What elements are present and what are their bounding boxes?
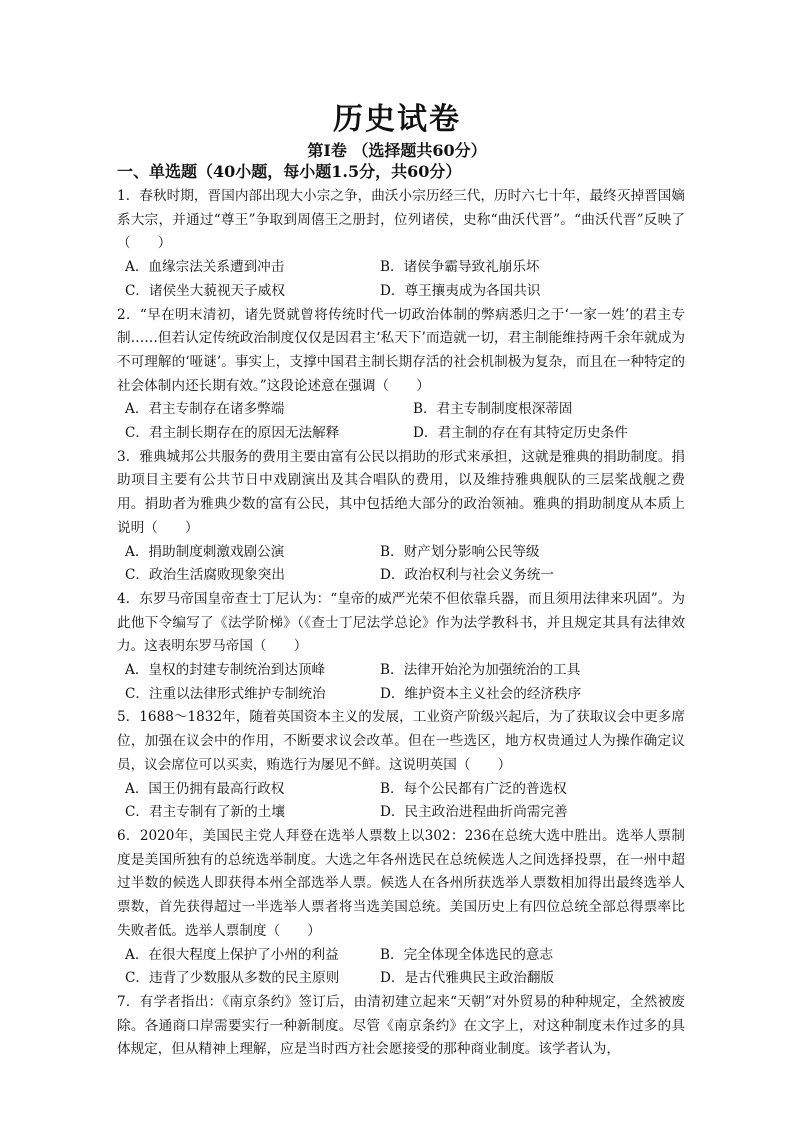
question-stem: 3．雅典城邦公共服务的费用主要由富有公民以捐助的形式来承担，这就是雅典的捐助制度。捐助项目主要有公共节日中戏剧演出及其合唱队的费用，以及维持雅典舰队的三层桨战舰之费用。捐助者为雅典少数的富有公民，其中包括绝大部分的政治领袖。雅典的捐助制度从本质上说明（ ）: [117, 448, 685, 536]
option-c: C．君主制长期存在的原因无法解释: [125, 425, 340, 442]
question-stem: 6．2020年，美国民主党人拜登在选举人票数上以302：236在总统大选中胜出。选举人票制度是美国所独有的总统选举制度。大选之年各州选民在总统候选人之间选择投票，在一州中超过半数的候选人即获得本州全部选举人票。候选人在各州所获选举人票数相加得出最终选举人票数，首先获得超过一半选举人票者将当选美国总统。美国历史上有四位总统全部总得票率比失败者低。选举人票制度（ ）: [117, 827, 685, 939]
question-stem: 1．春秋时期，晋国内部出现大小宗之争，曲沃小宗历经三代，历时六七十年，最终灭掉晋国嫡系大宗，并通过“尊王”争取到周僖王之册封，位列诸侯，史称“曲沃代晋”。“曲沃代晋”反映了（ ）: [117, 188, 685, 252]
question-list: [117, 185, 685, 1062]
question-stem: 4．东罗马帝国皇帝查士丁尼认为：“皇帝的威严光荣不但依靠兵器，而且须用法律来巩固”。为此他下令编写了《法学阶梯》（《查士丁尼法学总论》作为法学教科书，并且规定其具有法律效力。这表明东罗马帝国（ ）: [117, 590, 685, 655]
option-d: D．尊王攘夷成为各国共识: [380, 282, 541, 299]
paper-subtitle: 第Ⅰ卷 （选择题共60分）: [307, 141, 487, 160]
option-grid: [117, 398, 685, 445]
option-d: D．是古代雅典民主政治翻版: [380, 970, 555, 987]
question-4: [117, 588, 685, 707]
option-d: D．政治权利与社会义务统一: [380, 567, 555, 584]
question-1: [117, 185, 685, 304]
option-d: D．民主政治进程曲折尚需完善: [380, 804, 568, 821]
option-b: B．完全体现全体选民的意志: [380, 946, 554, 963]
question-stem: 5．1688～1832年，随着英国资本主义的发展，工业资产阶级兴起后，为了获取议会中更多席位，加强在议会中的作用，不断要求议会改革。但在一些选区，地方权贵通过人为操作确定议员，议会席位可以买卖，贿选行为屡见不鲜。这说明英国（ ）: [117, 709, 685, 773]
option-grid: [117, 541, 685, 588]
option-c: C．君主专制有了新的土壤: [125, 804, 285, 821]
option-d: D．君主制的存在有其特定历史条件: [413, 425, 628, 442]
question-5: [117, 706, 685, 825]
option-a: A．国王仍拥有最高行政权: [125, 780, 285, 797]
option-c: C．政治生活腐败现象突出: [125, 567, 285, 584]
option-c: C．注重以法律形式维护专制统治: [125, 685, 326, 702]
option-b: B．君主专制制度根深蒂固: [413, 401, 573, 418]
option-grid: [117, 659, 685, 706]
option-grid: [117, 256, 685, 303]
question-3: [117, 446, 685, 588]
option-b: B．每个公民都有广泛的普选权: [380, 780, 567, 797]
option-c: C．诸侯坐大藐视天子威权: [125, 282, 285, 299]
page-title: 历史试卷: [333, 102, 461, 137]
option-c: C．违背了少数服从多数的民主原则: [125, 970, 340, 987]
option-grid: [117, 944, 685, 991]
option-b: B．法律开始沦为加强统治的工具: [380, 662, 581, 679]
question-6: [117, 825, 685, 991]
option-a: A．在很大程度上保护了小州的利益: [125, 946, 339, 963]
question-2: [117, 304, 685, 446]
option-grid: [117, 778, 685, 825]
section-heading: 一、单选题（40小题，每小题1.5分，共60分）: [117, 162, 462, 181]
option-b: B．诸侯争霸导致礼崩乐坏: [380, 259, 540, 276]
option-a: A．血缘宗法关系遭到冲击: [125, 259, 285, 276]
option-a: A．捐助制度刺激戏剧公演: [125, 543, 285, 560]
question-7: [117, 991, 685, 1062]
option-d: D．维护资本主义社会的经济秩序: [380, 685, 582, 702]
option-a: A．皇权的封建专制统治到达顶峰: [125, 662, 326, 679]
question-stem: 2．“早在明末清初，诸先贤就曾将传统时代一切政治体制的弊病悉归之于‘一家一姓’的君主专制……但若认定传统政治制度仅仅是因君主‘私天下’而造就一切，君主制能维持两千余年就成为不可理解的‘哑谜’。事实上，支撑中国君主制长期存活的社会机制极为复杂，而且在一种特定的社会体制内还长期有效。”这段论述意在强调（ ）: [117, 306, 685, 394]
question-stem: 7．有学者指出：《南京条约》签订后，由清初建立起来“天朝”对外贸易的种种规定，全然被废除。各通商口岸需要实行一种新制度。尽管《南京条约》在文字上，对这种制度未作过多的具体规定，但从精神上理解，应是当时西方社会愿接受的那种商业制度。该学者认为，: [117, 993, 685, 1058]
option-b: B．财产划分影响公民等级: [380, 543, 540, 560]
option-a: A．君主专制存在诸多弊端: [125, 401, 285, 418]
